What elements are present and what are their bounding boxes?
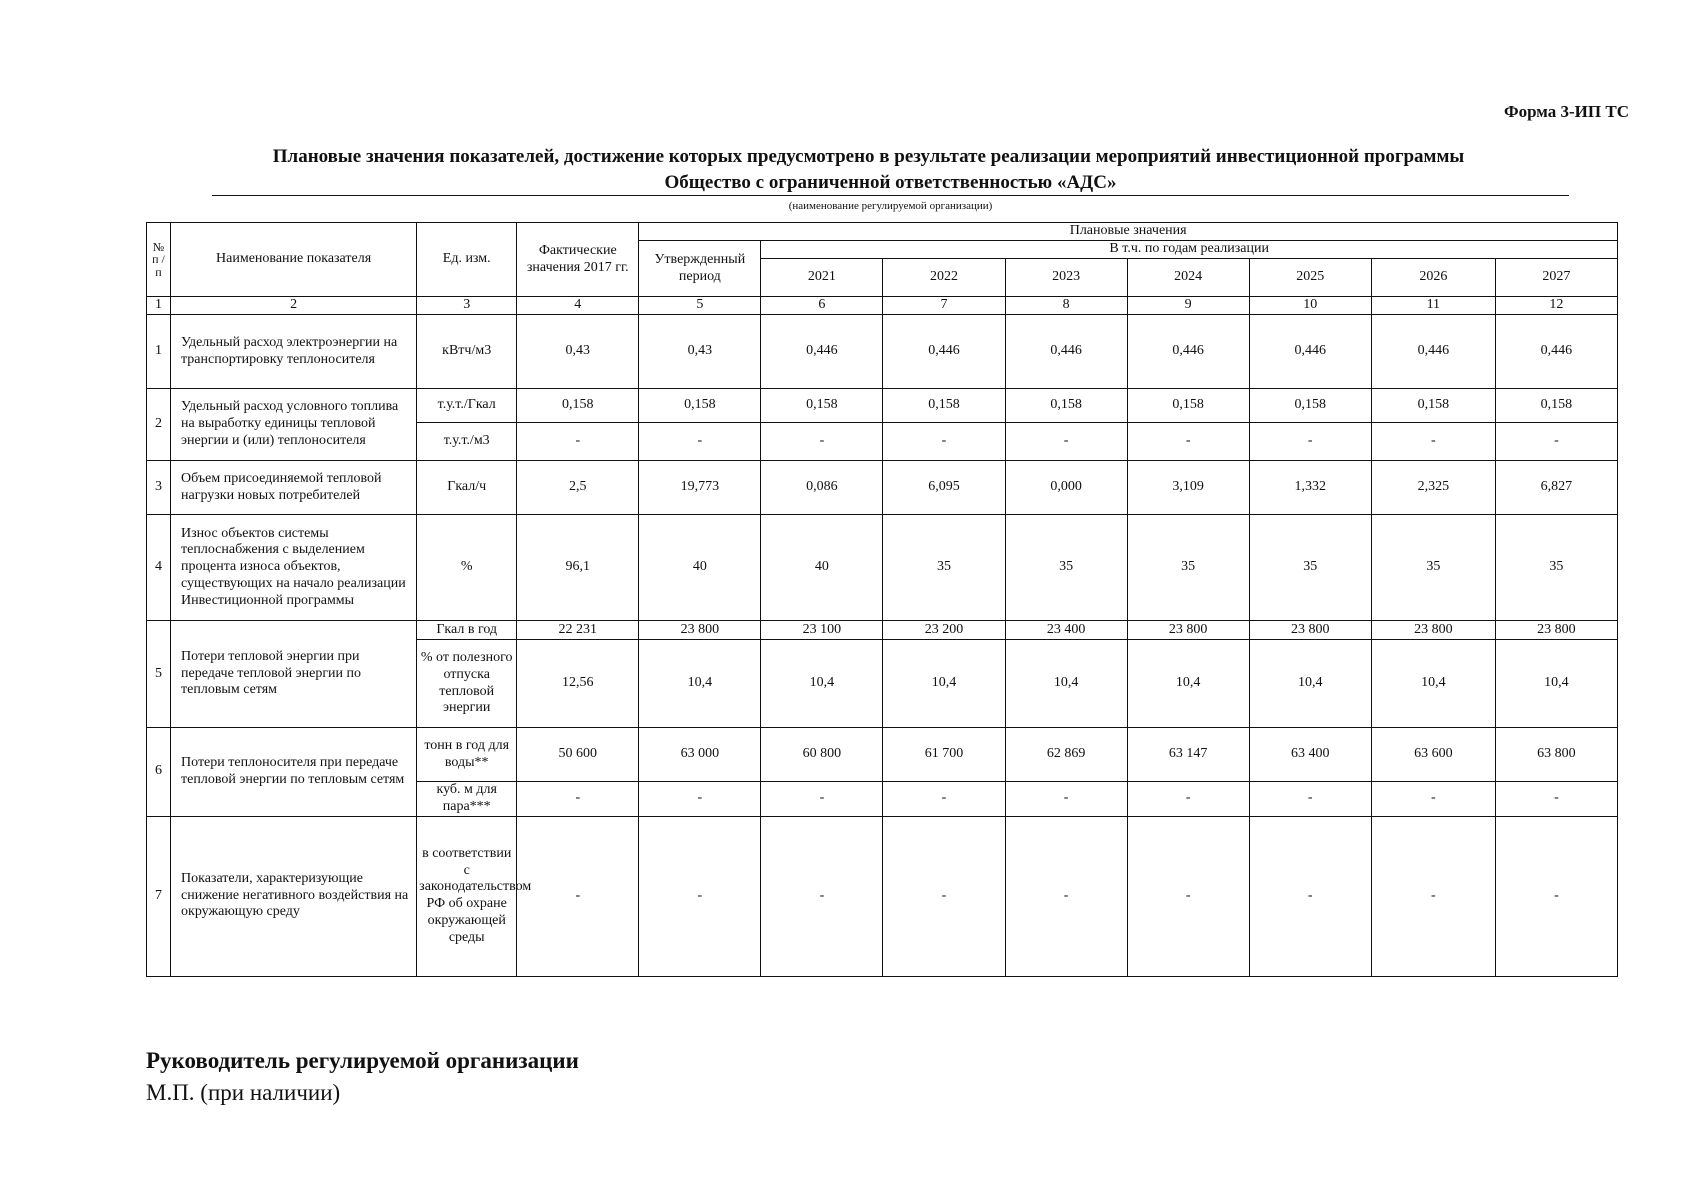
unit-cell: % от полезного отпуска тепловой энергии xyxy=(417,640,517,728)
head-signature-label: Руководитель регулируемой организации xyxy=(146,1048,579,1073)
indicator-name: Потери тепловой энергии при передаче тепловой энергии по тепловым сетям xyxy=(171,621,417,728)
value-cell: - xyxy=(1371,423,1495,461)
table-row xyxy=(147,728,1618,782)
value-cell: 12,56 xyxy=(517,640,639,728)
value-cell: 0,158 xyxy=(1371,389,1495,423)
value-cell: 0,158 xyxy=(1249,389,1371,423)
header-by-years: В т.ч. по годам реализации xyxy=(761,241,1618,259)
value-cell: - xyxy=(1495,816,1617,976)
value-cell: - xyxy=(761,816,883,976)
column-number: 9 xyxy=(1127,297,1249,315)
value-cell: 0,446 xyxy=(1249,315,1371,389)
value-cell: - xyxy=(1005,816,1127,976)
unit-cell: т.у.т./м3 xyxy=(417,423,517,461)
value-cell: - xyxy=(761,782,883,817)
unit-cell: кВтч/м3 xyxy=(417,315,517,389)
unit-cell: тонн в год для воды** xyxy=(417,728,517,782)
header-unit: Ед. изм. xyxy=(417,223,517,297)
header-year: 2025 xyxy=(1249,259,1371,297)
value-cell: - xyxy=(1127,816,1249,976)
header-approved: Утвержденный период xyxy=(639,241,761,297)
value-cell: - xyxy=(1249,423,1371,461)
unit-cell: в соответствии с законодательством РФ об охране окружающей среды xyxy=(417,816,517,976)
header-num: № п / п xyxy=(147,223,171,297)
indicator-name: Объем присоединяемой тепловой нагрузки новых потребителей xyxy=(171,461,417,515)
value-cell: 10,4 xyxy=(1127,640,1249,728)
value-cell: - xyxy=(1249,782,1371,817)
value-cell: - xyxy=(517,816,639,976)
value-cell: 23 800 xyxy=(639,621,761,640)
stamp-label: М.П. (при наличии) xyxy=(146,1080,341,1105)
table-row xyxy=(147,389,1618,423)
header-actual: Фактические значения 2017 гг. xyxy=(517,223,639,297)
indicator-name: Удельный расход электроэнергии на транспортировку теплоносителя xyxy=(171,315,417,389)
value-cell: 23 400 xyxy=(1005,621,1127,640)
value-cell: 0,158 xyxy=(639,389,761,423)
organization-caption: (наименование регулируемой организации) xyxy=(788,200,993,212)
header-year: 2024 xyxy=(1127,259,1249,297)
row-number: 1 xyxy=(147,315,171,389)
value-cell: 35 xyxy=(1249,515,1371,621)
value-cell: 35 xyxy=(1005,515,1127,621)
value-cell: 0,158 xyxy=(883,389,1005,423)
value-cell: 0,158 xyxy=(1127,389,1249,423)
organization-name: Общество с ограниченной ответственностью «АДС» xyxy=(212,172,1569,196)
value-cell: 2,5 xyxy=(517,461,639,515)
indicator-name: Потери теплоносителя при передаче тепловой энергии по тепловым сетям xyxy=(171,728,417,817)
table-row xyxy=(147,816,1618,976)
value-cell: 0,446 xyxy=(1371,315,1495,389)
value-cell: 10,4 xyxy=(1371,640,1495,728)
unit-cell: % xyxy=(417,515,517,621)
value-cell: 0,158 xyxy=(1495,389,1617,423)
column-number: 12 xyxy=(1495,297,1617,315)
header-year: 2023 xyxy=(1005,259,1127,297)
column-number: 3 xyxy=(417,297,517,315)
form-number: Форма 3-ИП ТС xyxy=(1504,102,1629,121)
row-number: 5 xyxy=(147,621,171,728)
value-cell: - xyxy=(1127,423,1249,461)
column-number: 2 xyxy=(171,297,417,315)
value-cell: 61 700 xyxy=(883,728,1005,782)
indicator-name: Износ объектов системы теплоснабжения с выделением процента износа объектов, существующих на начало реализации Инвестиционной программы xyxy=(171,515,417,621)
value-cell: 23 200 xyxy=(883,621,1005,640)
value-cell: 35 xyxy=(883,515,1005,621)
indicator-name: Удельный расход условного топлива на выработку единицы тепловой энергии и (или) теплоносителя xyxy=(171,389,417,461)
table-row xyxy=(147,515,1618,621)
value-cell: 63 000 xyxy=(639,728,761,782)
value-cell: 60 800 xyxy=(761,728,883,782)
column-number: 6 xyxy=(761,297,883,315)
value-cell: 63 800 xyxy=(1495,728,1617,782)
value-cell: - xyxy=(1249,816,1371,976)
value-cell: 10,4 xyxy=(639,640,761,728)
value-cell: 10,4 xyxy=(1495,640,1617,728)
value-cell: 10,4 xyxy=(1249,640,1371,728)
value-cell: 0,446 xyxy=(1127,315,1249,389)
header-year: 2022 xyxy=(883,259,1005,297)
column-number: 11 xyxy=(1371,297,1495,315)
header-name: Наименование показателя xyxy=(171,223,417,297)
indicator-name: Показатели, характеризующие снижение негативного воздействия на окружающую среду xyxy=(171,816,417,976)
value-cell: 40 xyxy=(639,515,761,621)
row-number: 7 xyxy=(147,816,171,976)
value-cell: 23 800 xyxy=(1495,621,1617,640)
header-year: 2026 xyxy=(1371,259,1495,297)
value-cell: 96,1 xyxy=(517,515,639,621)
unit-cell: Гкал/ч xyxy=(417,461,517,515)
value-cell: 3,109 xyxy=(1127,461,1249,515)
value-cell: 0,43 xyxy=(517,315,639,389)
unit-cell: Гкал в год xyxy=(417,621,517,640)
value-cell: 23 800 xyxy=(1371,621,1495,640)
value-cell: 0,158 xyxy=(761,389,883,423)
row-number: 4 xyxy=(147,515,171,621)
indicators-table xyxy=(146,222,1618,977)
value-cell: 0,158 xyxy=(517,389,639,423)
column-number: 5 xyxy=(639,297,761,315)
value-cell: - xyxy=(883,816,1005,976)
value-cell: 63 600 xyxy=(1371,728,1495,782)
column-number: 1 xyxy=(147,297,171,315)
value-cell: 0,086 xyxy=(761,461,883,515)
value-cell: 22 231 xyxy=(517,621,639,640)
value-cell: - xyxy=(517,423,639,461)
value-cell: 6,827 xyxy=(1495,461,1617,515)
value-cell: 1,332 xyxy=(1249,461,1371,515)
value-cell: 23 100 xyxy=(761,621,883,640)
value-cell: 0,446 xyxy=(1005,315,1127,389)
table-row xyxy=(147,315,1618,389)
value-cell: 62 869 xyxy=(1005,728,1127,782)
value-cell: - xyxy=(1495,782,1617,817)
value-cell: 10,4 xyxy=(883,640,1005,728)
value-cell: - xyxy=(1127,782,1249,817)
value-cell: - xyxy=(1371,816,1495,976)
value-cell: 0,158 xyxy=(1005,389,1127,423)
value-cell: 63 400 xyxy=(1249,728,1371,782)
value-cell: 0,446 xyxy=(1495,315,1617,389)
value-cell: 2,325 xyxy=(1371,461,1495,515)
value-cell: 63 147 xyxy=(1127,728,1249,782)
value-cell: 0,446 xyxy=(761,315,883,389)
value-cell: - xyxy=(1495,423,1617,461)
value-cell: 35 xyxy=(1495,515,1617,621)
value-cell: 0,446 xyxy=(883,315,1005,389)
value-cell: 35 xyxy=(1371,515,1495,621)
unit-cell: т.у.т./Гкал xyxy=(417,389,517,423)
value-cell: 0,000 xyxy=(1005,461,1127,515)
value-cell: - xyxy=(639,816,761,976)
value-cell: - xyxy=(761,423,883,461)
value-cell: 6,095 xyxy=(883,461,1005,515)
value-cell: - xyxy=(639,423,761,461)
column-number: 4 xyxy=(517,297,639,315)
value-cell: 10,4 xyxy=(761,640,883,728)
value-cell: 40 xyxy=(761,515,883,621)
value-cell: - xyxy=(517,782,639,817)
row-number: 3 xyxy=(147,461,171,515)
column-number: 7 xyxy=(883,297,1005,315)
table-row xyxy=(147,621,1618,640)
value-cell: 10,4 xyxy=(1005,640,1127,728)
row-number: 6 xyxy=(147,728,171,817)
column-number: 10 xyxy=(1249,297,1371,315)
value-cell: 50 600 xyxy=(517,728,639,782)
row-number: 2 xyxy=(147,389,171,461)
header-planned: Плановые значения xyxy=(639,223,1618,241)
value-cell: 23 800 xyxy=(1127,621,1249,640)
unit-cell: куб. м для пара*** xyxy=(417,782,517,817)
value-cell: - xyxy=(1005,423,1127,461)
value-cell: 23 800 xyxy=(1249,621,1371,640)
value-cell: - xyxy=(639,782,761,817)
header-year: 2021 xyxy=(761,259,883,297)
value-cell: 19,773 xyxy=(639,461,761,515)
value-cell: 0,43 xyxy=(639,315,761,389)
table-row xyxy=(147,461,1618,515)
document-title: Плановые значения показателей, достижение которых предусмотрено в результате реализации мероприятий инвестиционной программы xyxy=(272,146,1465,167)
value-cell: - xyxy=(1005,782,1127,817)
value-cell: - xyxy=(1371,782,1495,817)
value-cell: - xyxy=(883,782,1005,817)
value-cell: 35 xyxy=(1127,515,1249,621)
value-cell: - xyxy=(883,423,1005,461)
header-year: 2027 xyxy=(1495,259,1617,297)
column-number: 8 xyxy=(1005,297,1127,315)
